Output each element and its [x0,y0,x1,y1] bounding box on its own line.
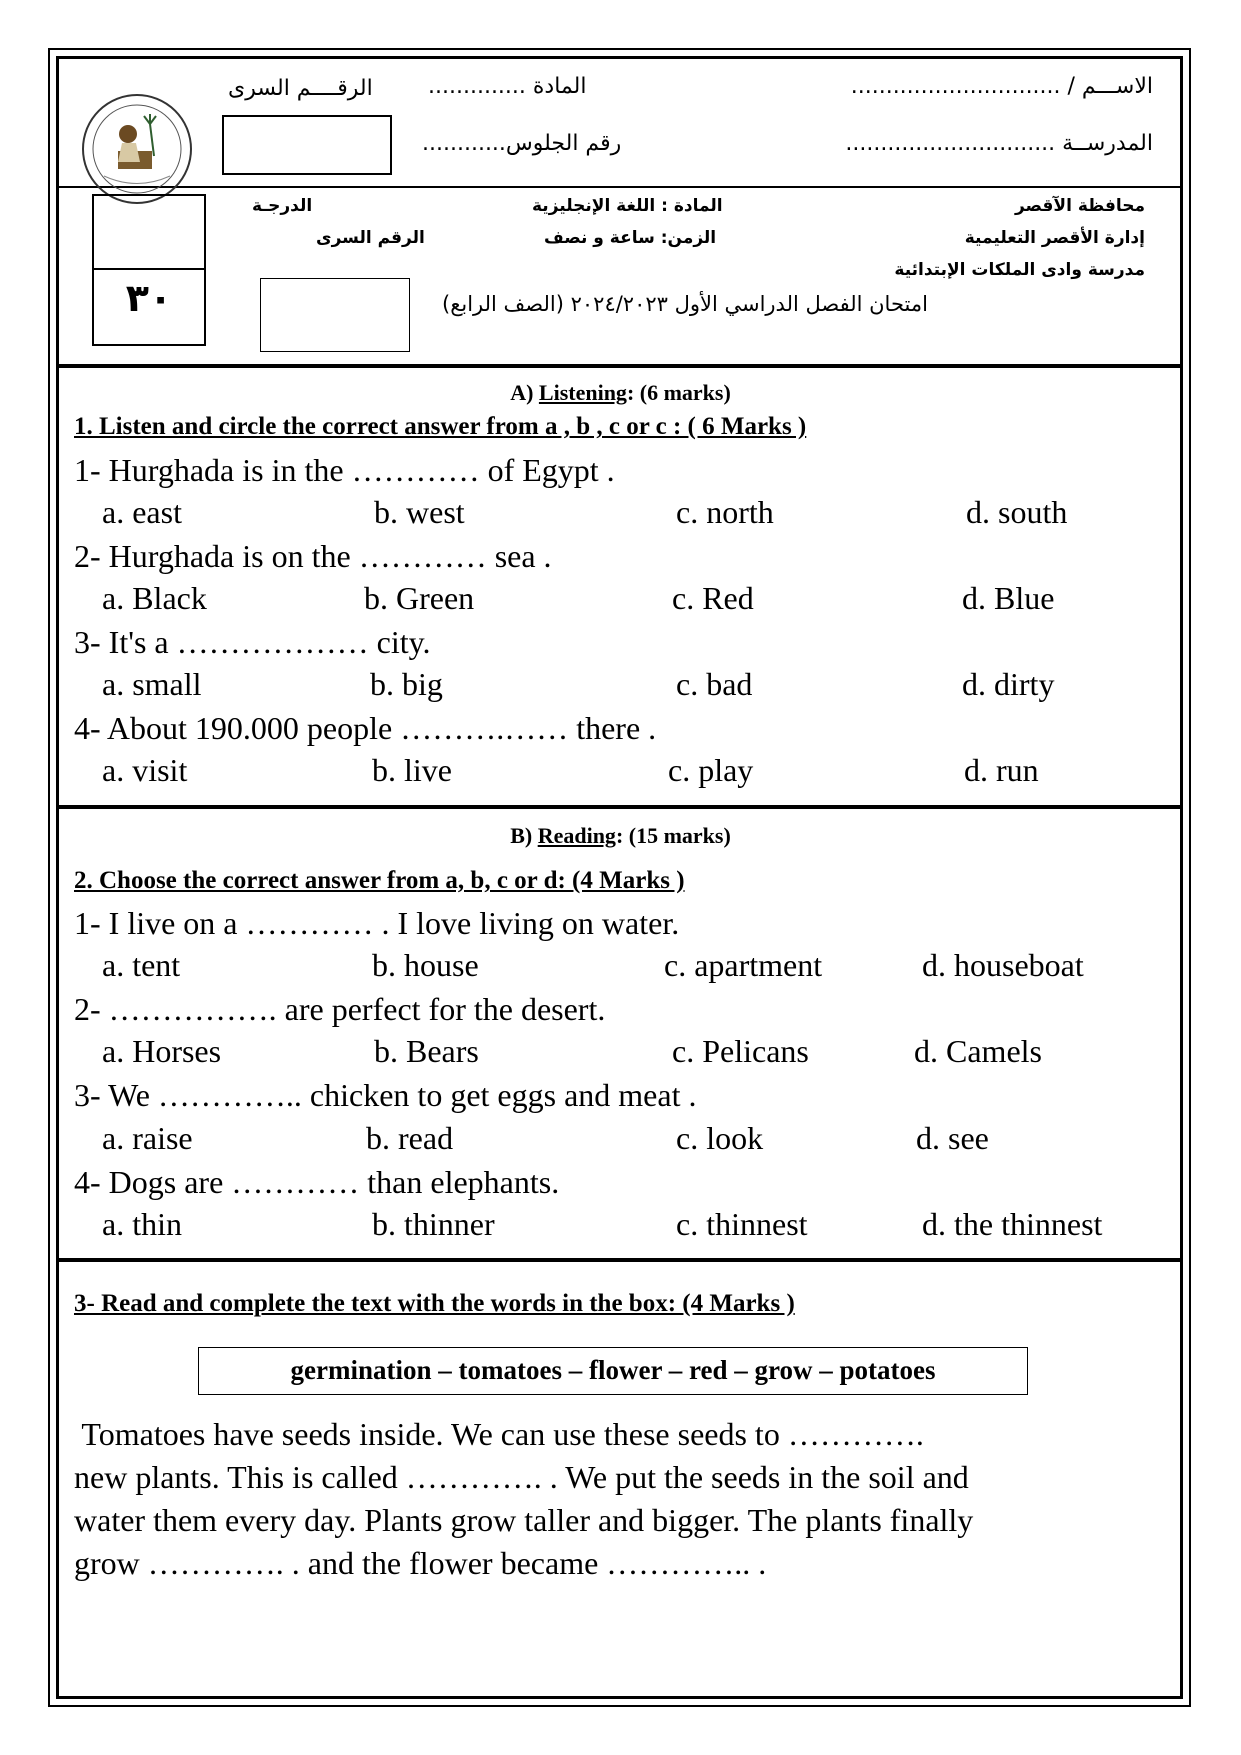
administration: إدارة الأقصر التعليمية [964,228,1145,248]
governorate: محافظة الآقصر [1014,196,1145,216]
listening-q2-option-b[interactable]: b. Green [364,580,475,616]
reading-q4: 4- Dogs are ………… than elephants. [74,1164,560,1200]
completion-paragraph [74,1413,1154,1585]
reading-q4-option-d[interactable]: d. the thinnest [922,1206,1103,1242]
listening-q1-option-b[interactable]: b. west [374,494,465,530]
reading-section-name: Reading [537,823,616,848]
listening-q3: 3- It's a ……………… city. [74,624,431,660]
seat-number-field: رقم الجلوس............ [422,131,622,156]
name-field: الاســـم / .............................. [850,74,1153,99]
info-secret-number-label: الرقم السرى [316,228,425,248]
school-logo [82,94,192,204]
time-info: الزمن: ساعة و نصف [544,228,717,248]
header-secret-number-label: الرقــــم السرى [228,76,373,101]
completion-line: water them every day. Plants grow taller and bigger. The plants finally [74,1502,974,1538]
completion-line: Tomatoes have seeds inside. We can use these seeds to …………. [74,1416,924,1452]
reading-q3: 3- We ………….. chicken to get eggs and meat . [74,1077,697,1113]
listening-q1: 1- Hurghada is in the ………… of Egypt . [74,452,615,488]
reading-q2-option-d[interactable]: d. Camels [914,1033,1042,1069]
listening-question-heading: 1. Listen and circle the correct answer from a , b , c or c : ( 6 Marks ) [74,413,807,440]
listening-q3-option-b[interactable]: b. big [370,666,443,702]
listening-q2-option-a[interactable]: a. Black [102,580,207,616]
reading-q2: 2- ……………. are perfect for the desert. [74,991,606,1027]
reading-question-heading: 2. Choose the correct answer from a, b, c or d: (4 Marks ) [74,867,685,894]
grade-box [92,194,206,346]
completion-heading: 3- Read and complete the text with the words in the box: (4 Marks ) [74,1290,795,1317]
listening-q4-option-d[interactable]: d. run [964,752,1039,788]
school-field: المدرســة .............................. [845,131,1153,156]
listening-q3-option-d[interactable]: d. dirty [962,666,1055,702]
info-divider [56,364,1183,368]
listening-q1-option-d[interactable]: d. south [966,494,1068,530]
listening-q4-option-a[interactable]: a. visit [102,752,188,788]
reading-q4-option-b[interactable]: b. thinner [372,1206,495,1242]
completion-line: new plants. This is called …………. . We put the seeds in the soil and [74,1459,969,1495]
reading-q3-option-c[interactable]: c. look [676,1120,764,1156]
reading-q4-option-a[interactable]: a. thin [102,1206,182,1242]
listening-q3-option-a[interactable]: a. small [102,666,202,702]
reading-q4-option-c[interactable]: c. thinnest [676,1206,808,1242]
school-logo-icon [84,96,190,202]
listening-q4-option-c[interactable]: c. play [668,752,754,788]
listening-q2-option-d[interactable]: d. Blue [962,580,1055,616]
listening-q3-option-c[interactable]: c. bad [676,666,753,702]
grade-label: الدرجـة [252,196,313,216]
school-name: مدرسة وادى الملكات الإبتدائية [894,260,1145,280]
reading-q1-option-d[interactable]: d. houseboat [922,947,1084,983]
listening-q2-option-c[interactable]: c. Red [672,580,754,616]
listening-q1-option-c[interactable]: c. north [676,494,774,530]
reading-q3-option-b[interactable]: b. read [366,1120,454,1156]
reading-q3-option-d[interactable]: d. see [916,1120,989,1156]
reading-q1: 1- I live on a ………… . I love living on water. [74,905,680,941]
reading-divider [56,1258,1183,1262]
listening-q1-option-a[interactable]: a. east [102,494,182,530]
reading-q3-option-a[interactable]: a. raise [102,1120,193,1156]
reading-q1-option-c[interactable]: c. apartment [664,947,823,983]
header-divider [56,186,1183,188]
total-score: ٣٠ [125,276,173,320]
reading-section-title: B) Reading: (15 marks) [510,823,731,848]
word-box: germination – tomatoes – flower – red – grow – potatoes [198,1347,1028,1395]
reading-q2-option-c[interactable]: c. Pelicans [672,1033,809,1069]
subject-field: المادة .............. [428,74,587,99]
header-secret-number-box[interactable] [222,115,392,175]
listening-q4-option-b[interactable]: b. live [372,752,452,788]
reading-q1-option-b[interactable]: b. house [372,947,479,983]
listening-q4: 4- About 190.000 people ……….…… there . [74,710,657,746]
reading-q1-option-a[interactable]: a. tent [102,947,181,983]
completion-line: grow …………. . and the flower became ………….. . [74,1545,767,1581]
listening-q2: 2- Hurghada is on the ………… sea . [74,538,552,574]
listening-section-name: Listening [538,380,627,405]
listening-section-title: A) Listening: (6 marks) [510,380,731,405]
subject-info: المادة : اللغة الإنجليزية [532,196,723,216]
reading-q2-option-b[interactable]: b. Bears [374,1033,479,1069]
reading-q2-option-a[interactable]: a. Horses [102,1033,222,1069]
info-secret-number-box[interactable] [260,278,410,352]
listening-divider [56,805,1183,809]
exam-title: امتحان الفصل الدراسي الأول ٢٠٢٤/٢٠٢٣ (الصف الرابع) [442,292,928,316]
